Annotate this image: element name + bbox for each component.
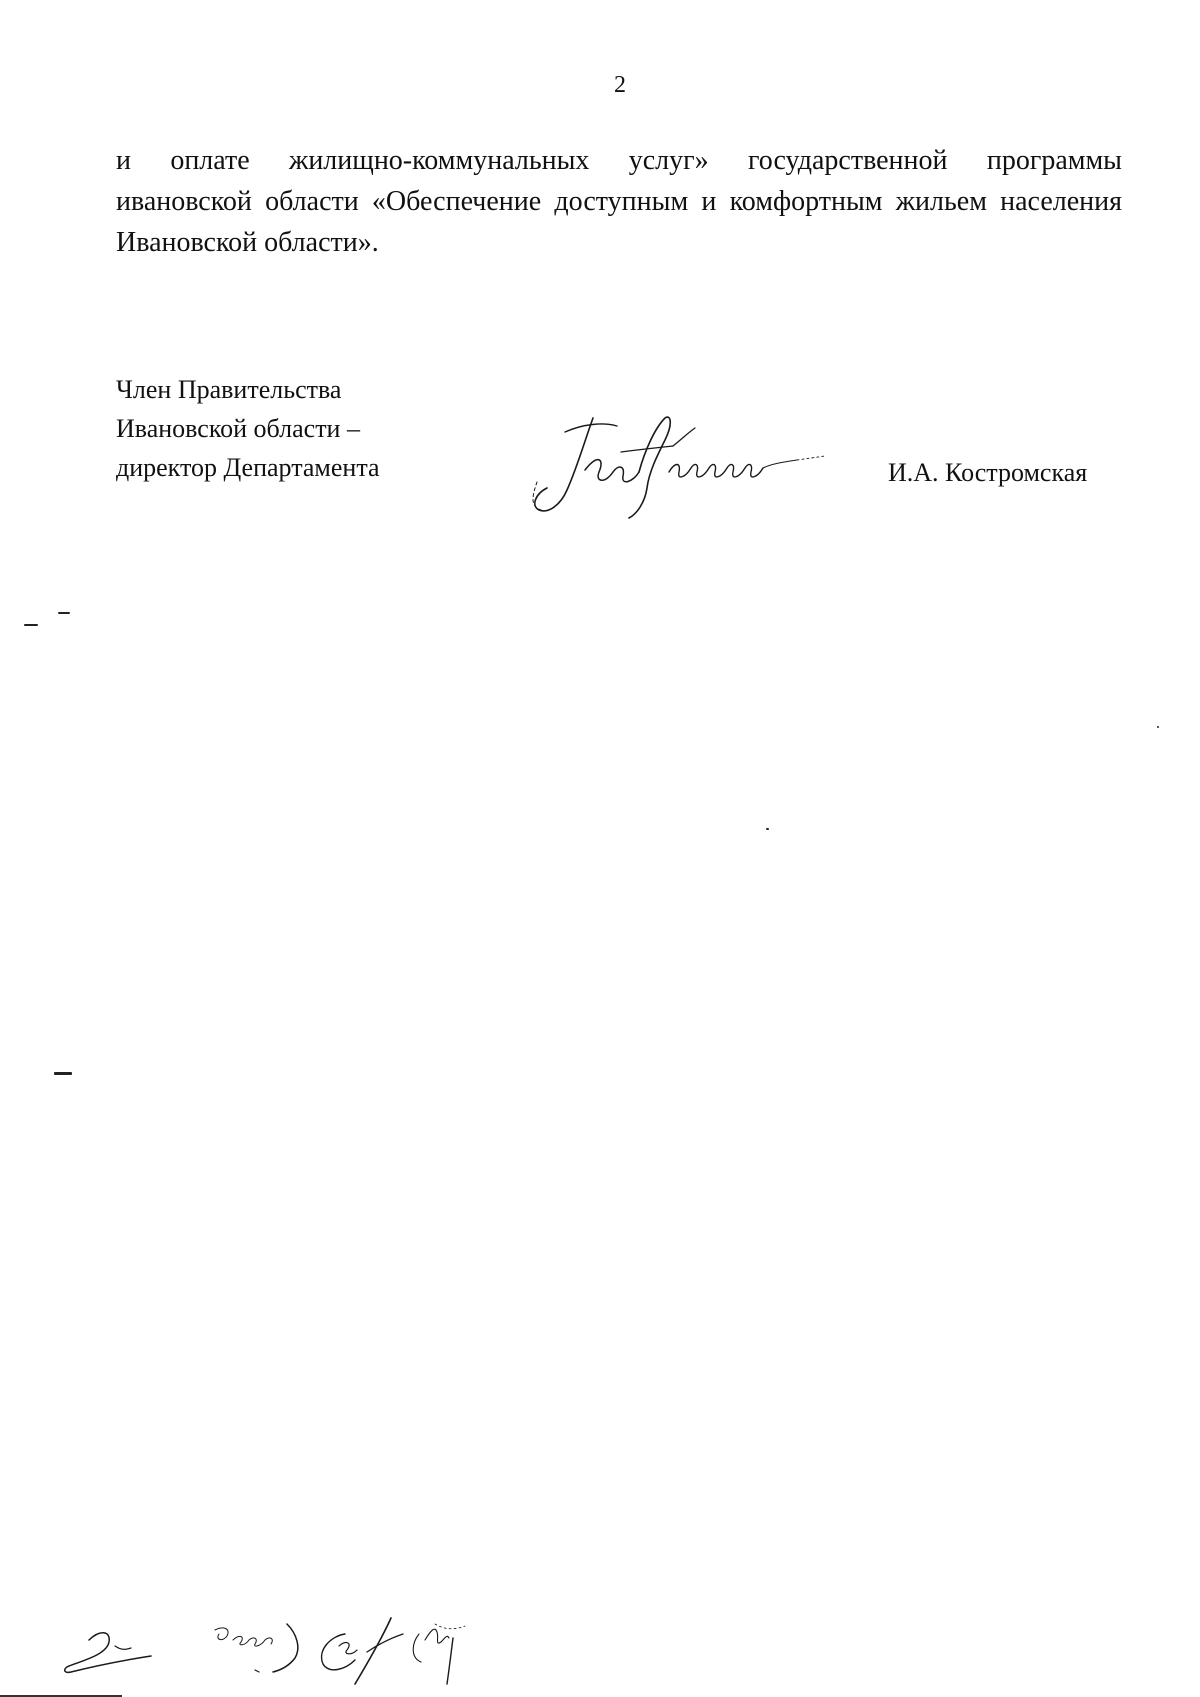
body-line-1: и оплате жилищно-коммунальных услуг» государственной программы — [116, 145, 1122, 176]
handwritten-signature — [525, 410, 835, 520]
page-number: 2 — [614, 72, 626, 98]
scan-artifact-speck — [54, 1072, 72, 1075]
scan-artifact-speck — [24, 624, 38, 626]
scan-artifact-speck — [1157, 726, 1159, 728]
scan-artifact-speck — [766, 828, 769, 830]
signer-position-line-3: директор Департамента — [116, 453, 380, 482]
body-line-3: Ивановской области». — [116, 227, 379, 258]
signer-position-line-1: Член Правительства — [116, 375, 342, 404]
body-paragraph — [116, 140, 1122, 263]
signer-position — [116, 370, 380, 487]
approval-initials — [55, 1600, 525, 1697]
scan-artifact-speck — [58, 612, 70, 614]
signer-position-line-2: Ивановской области – — [116, 414, 360, 443]
body-line-2: ивановской области «Обеспечение доступным и комфортным жильем населения — [116, 186, 1122, 217]
signer-name: И.А. Костромская — [888, 458, 1088, 487]
